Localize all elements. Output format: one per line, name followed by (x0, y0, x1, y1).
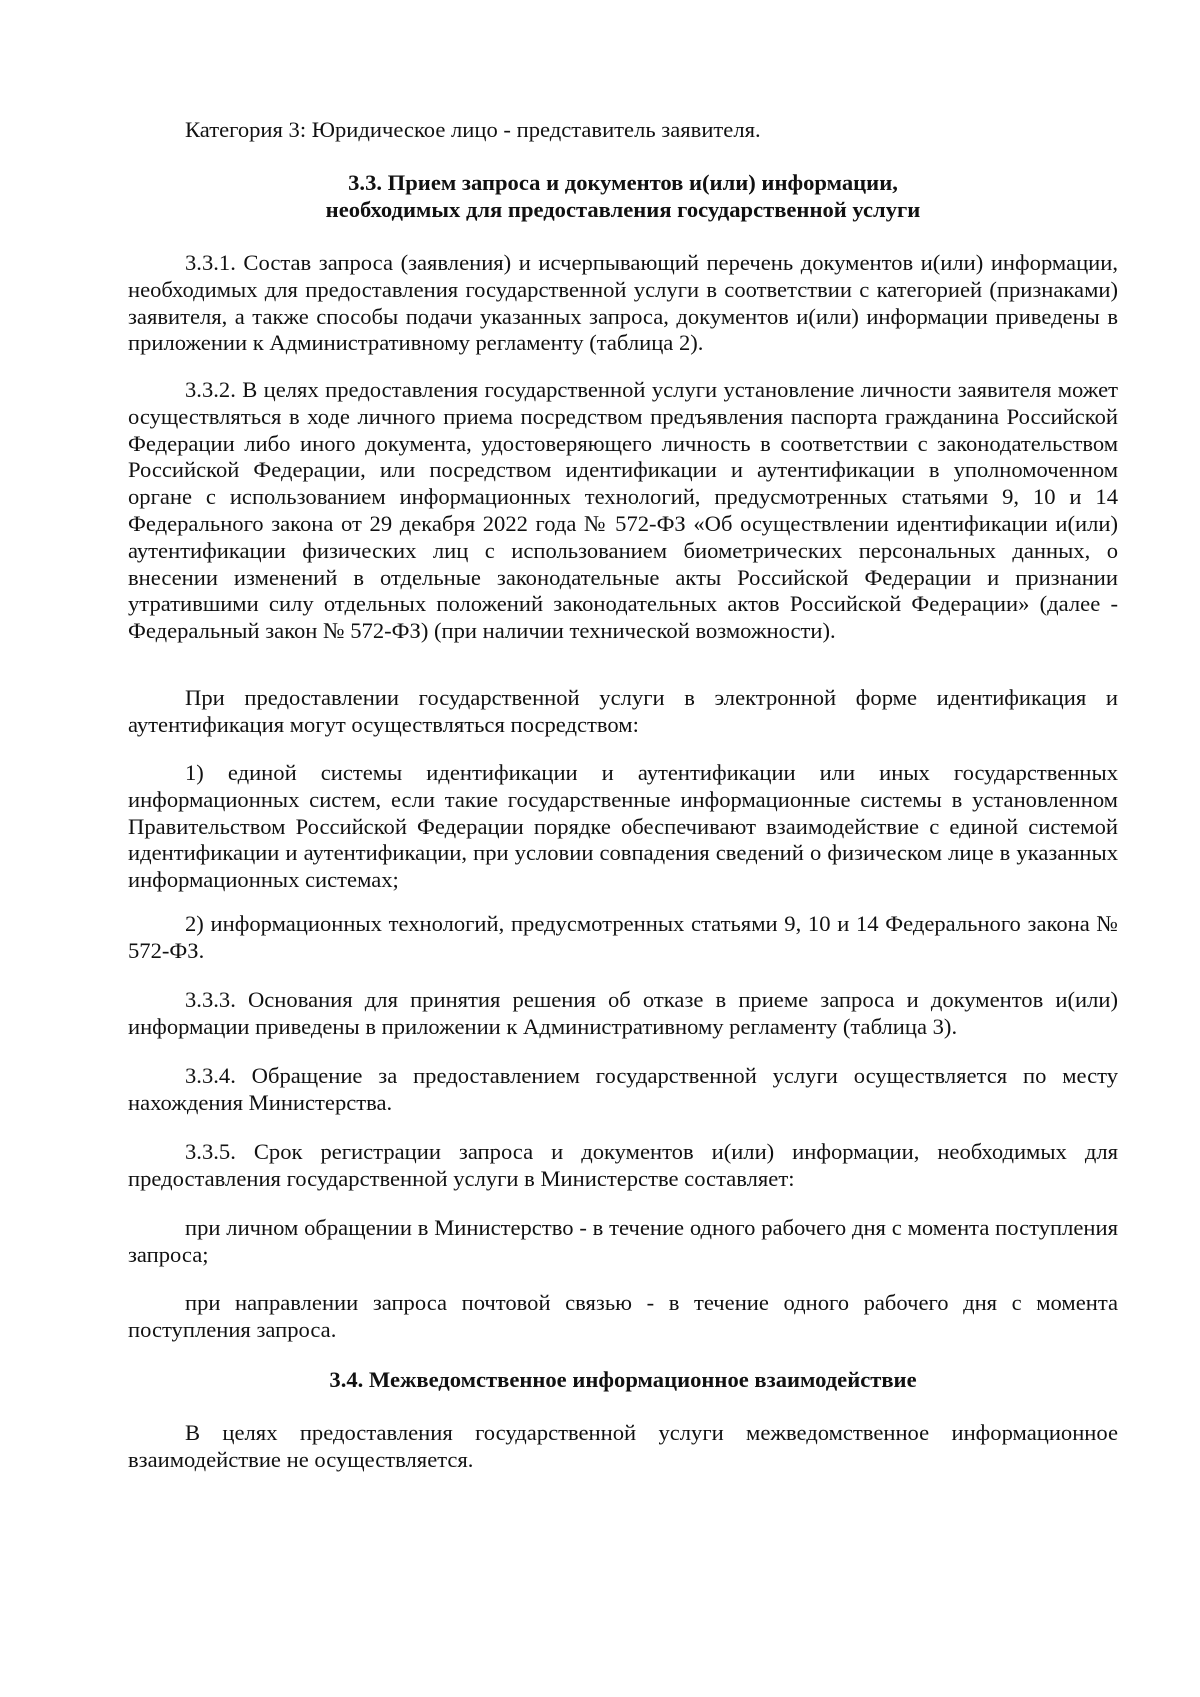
paragraph-item-1: 1) единой системы идентификации и аутентификации или иных государственных информационных систем, если такие государственные информационные системы в установленном Правительством Российской Федерации порядке обеспечивают взаимодействие с единой системой идентификации и аутентификации, при условии совпадения сведений о физическом лице в указанных информационных системах; (128, 760, 1118, 893)
paragraph-3-3-4: 3.3.4. Обращение за предоставлением государственной услуги осуществляется по месту нахождения Министерства. (128, 1063, 1118, 1115)
paragraph-3-3-5: 3.3.5. Срок регистрации запроса и документов и(или) информации, необходимых для предоставления государственной услуги в Министерстве составляет: (128, 1139, 1118, 1191)
paragraph-identification-intro: При предоставлении государственной услуги в электронной форме идентификация и аутентификация могут осуществляться посредством: (128, 685, 1118, 737)
paragraph-3-4: В целях предоставления государственной услуги межведомственное информационное взаимодействие не осуществляется. (128, 1420, 1118, 1472)
section-3-3-title-line-1: 3.3. Прием запроса и документов и(или) информации, (348, 170, 898, 195)
paragraph-3-3-2: 3.3.2. В целях предоставления государственной услуги установление личности заявителя может осуществляться в ходе личного приема посредством предъявления паспорта гражданина Российской Федерации либо иного документа, удостоверяющего личность в соответствии с законодательством Российской Федерации, или посредством идентификации и аутентификации в уполномоченном органе с использованием информационных технологий, предусмотренных статьями 9, 10 и 14 Федерального закона от 29 декабря 2022 года № 572-ФЗ «Об осуществлении идентификации и(или) аутентификации физических лиц с использованием биометрических персональных данных, о внесении изменений в отдельные законодательные акты Российской Федерации и признании утратившими силу отдельных положений законодательных актов Российской Федерации» (далее - Федеральный закон № 572-ФЗ) (при наличии технической возможности). (128, 377, 1118, 644)
paragraph-postal: при направлении запроса почтовой связью - в течение одного рабочего дня с момента поступления запроса. (128, 1290, 1118, 1342)
paragraph-item-2: 2) информационных технологий, предусмотренных статьями 9, 10 и 14 Федерального закона № 572-ФЗ. (128, 911, 1118, 963)
paragraph-3-3-1: 3.3.1. Состав запроса (заявления) и исчерпывающий перечень документов и(или) информации, необходимых для предоставления государственной услуги в соответствии с категорией (признаками) заявителя, а также способы подачи указанных запроса, документов и(или) информации приведены в приложении к Административному регламенту (таблица 2). (128, 250, 1118, 356)
paragraph-3-3-3: 3.3.3. Основания для принятия решения об отказе в приеме запроса и документов и(или) информации приведены в приложении к Административному регламенту (таблица 3). (128, 987, 1118, 1039)
section-3-4-title: 3.4. Межведомственное информационное взаимодействие (329, 1367, 917, 1392)
category-line: Категория 3: Юридическое лицо - представитель заявителя. (185, 117, 761, 142)
section-3-3-title-line-2: необходимых для предоставления государственной услуги (325, 197, 921, 222)
paragraph-personal-visit: при личном обращении в Министерство - в течение одного рабочего дня с момента поступления запроса; (128, 1215, 1118, 1267)
